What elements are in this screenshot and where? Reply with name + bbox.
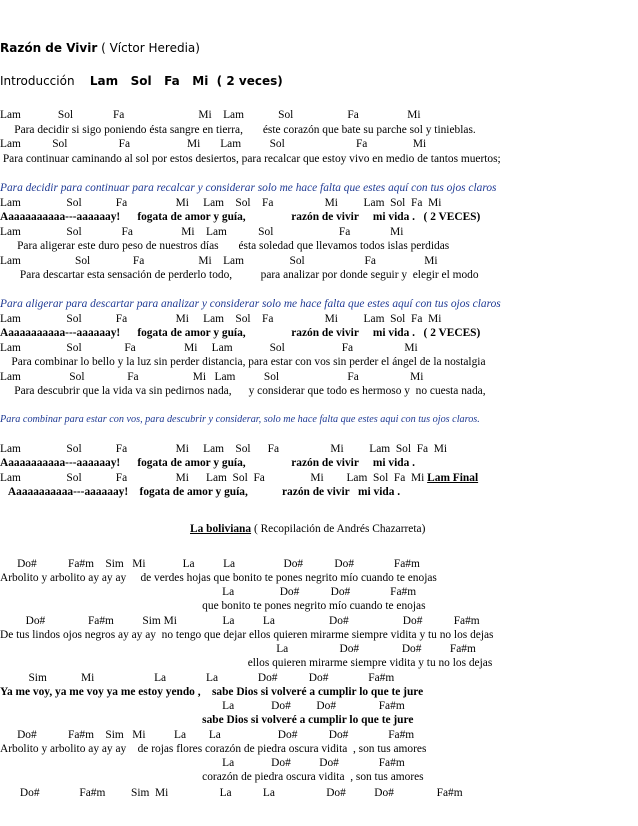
chorus-lyric: fogata de amor y guía, razón de vivir mi vida .: [120, 457, 416, 469]
chord-line: Sim Mi La La Do# Do# Fa#m: [0, 672, 395, 684]
chord-line: Lam Sol Fa Mi Lam Sol Fa Mi: [0, 138, 427, 150]
chorus-line: Para decidir para continuar para recalcar y considerar solo me hace falta que estes aquí con tus ojos claros: [0, 182, 497, 194]
chorus-line: Para combinar para estar con vos, para descubrir y considerar, solo me hace falta que estes aqui con tus ojos claros.: [0, 414, 480, 425]
lyric-line: Para decidir si sigo poniendo ésta sangre en tierra, éste corazón que bate su parche sol y tinieblas.: [0, 124, 476, 136]
chorus-cry: Aaaaaaaaaaa---aaaaaay!: [0, 211, 121, 223]
chorus-lyric-line: [0, 210, 480, 224]
song-title-line: [0, 41, 200, 55]
chorus-lyric-line: [0, 456, 415, 470]
chord-line: La Do# Do# Fa#m: [0, 643, 476, 655]
lyric-line: Arbolito y arbolito ay ay ay de verdes hojas que bonito te pones negrito mío cuando te enojas: [0, 572, 437, 584]
chord-line: Lam Sol Fa Mi Lam Sol Fa Mi Lam Sol Fa Mi: [0, 313, 442, 325]
lyric-line: De tus lindos ojos negros ay ay ay no tengo que dejar ellos quieren mirarme siempre vidita y tu no los dejas: [0, 629, 494, 641]
lyric-line: Ya me voy, ya me voy ya me estoy yendo , sabe Dios si volveré a cumplir lo que te jure: [0, 686, 424, 698]
lyric-line: Para continuar caminando al sol por estos desiertos, para recalcar que estoy vivo en medio de tantos muertos;: [0, 153, 501, 165]
lyric-line: Para descartar esta sensación de perderlo todo, para analizar por donde seguir y elegir el modo: [0, 269, 479, 281]
chord-line: Do# Fa#m Sim Mi La La Do# Do# Fa#m: [0, 558, 420, 570]
song-title: Razón de Vivir: [0, 41, 98, 55]
chord-line: Lam Sol Fa Mi Lam Sol Fa Mi Lam Sol Fa Mi: [0, 443, 448, 455]
song-title-line: [190, 522, 425, 536]
chord-line: Do# Fa#m Sim Mi La La Do# Do# Fa#m: [0, 729, 415, 741]
chord-line: Lam Sol Fa Mi Lam Sol Fa Mi: [0, 255, 438, 267]
intro-chords: Lam Sol Fa Mi ( 2 veces): [89, 74, 283, 88]
chord-line: Lam Sol Fa Mi Lam Sol Fa Mi: [0, 226, 404, 238]
chorus-lyric-line: [0, 326, 480, 340]
final-chords: Lam Sol Fa Mi Lam Sol Fa Mi Lam Sol Fa Mi: [0, 472, 428, 484]
lyric-line: Para descubrir que la vida va sin pedirnos nada, y considerar que todo es hermoso y no cuesta nada,: [0, 385, 486, 397]
lyric-line: que bonito te pones negrito mío cuando te enojas: [0, 600, 426, 612]
chorus-lyric: fogata de amor y guía, razón de vivir mi vida . ( 2 VECES): [120, 327, 481, 339]
final-chord: Lam Final: [427, 472, 479, 484]
chord-line: Do# Fa#m Sim Mi La La Do# Do# Fa#m: [0, 615, 480, 627]
chorus-cry: Aaaaaaaaaaa---aaaaaay!: [0, 457, 121, 469]
chorus-lyric: fogata de amor y guía, razón de vivir mi vida . ( 2 VECES): [120, 211, 481, 223]
chord-line: Lam Sol Fa Mi Lam Sol Fa Mi: [0, 342, 418, 354]
chorus-line: Para aligerar para descartar para analizar y considerar solo me hace falta que estes aquí con tus ojos claros: [0, 298, 501, 310]
chord-line: La Do# Do# Fa#m: [0, 700, 405, 712]
chord-line: Lam Sol Fa Mi Lam Sol Fa Mi Lam Sol Fa Mi: [0, 197, 442, 209]
song-author: ( Víctor Heredia): [101, 41, 200, 55]
chord-line: Do# Fa#m Sim Mi La La Do# Do# Fa#m: [0, 787, 463, 799]
intro-label: Introducción: [0, 74, 75, 88]
song-author: ( Recopilación de Andrés Chazarreta): [251, 523, 426, 535]
chorus-cry: Aaaaaaaaaaa---aaaaaay!: [0, 327, 121, 339]
lyric-line: Arbolito y arbolito ay ay ay de rojas flores corazón de piedra oscura vidita , son tus amores: [0, 743, 427, 755]
chord-line: Lam Sol Fa Mi Lam Sol Fa Mi: [0, 109, 421, 121]
intro-line: [0, 74, 283, 88]
chord-line: La Do# Do# Fa#m: [0, 757, 405, 769]
lyric-line: Para combinar lo bello y la luz sin perder distancia, para estar con vos sin perder el ángel de la nostalgia: [0, 356, 486, 368]
lyric-line: Para aligerar este duro peso de nuestros días ésta soledad que llevamos todos islas perdidas: [0, 240, 450, 252]
chord-line: [0, 471, 478, 485]
song-title: La boliviana: [190, 523, 252, 535]
chorus-lyric-line: Aaaaaaaaaaa---aaaaaay! fogata de amor y guía, razón de vivir mi vida .: [0, 486, 401, 498]
lyric-line: ellos quieren mirarme siempre vidita y tu no los dejas: [0, 657, 493, 669]
lyric-line: sabe Dios si volveré a cumplir lo que te jure: [0, 714, 414, 726]
chord-line: La Do# Do# Fa#m: [0, 586, 417, 598]
lyric-line: corazón de piedra oscura vidita , son tus amores: [0, 771, 424, 783]
chord-line: Lam Sol Fa Mi Lam Sol Fa Mi: [0, 371, 424, 383]
